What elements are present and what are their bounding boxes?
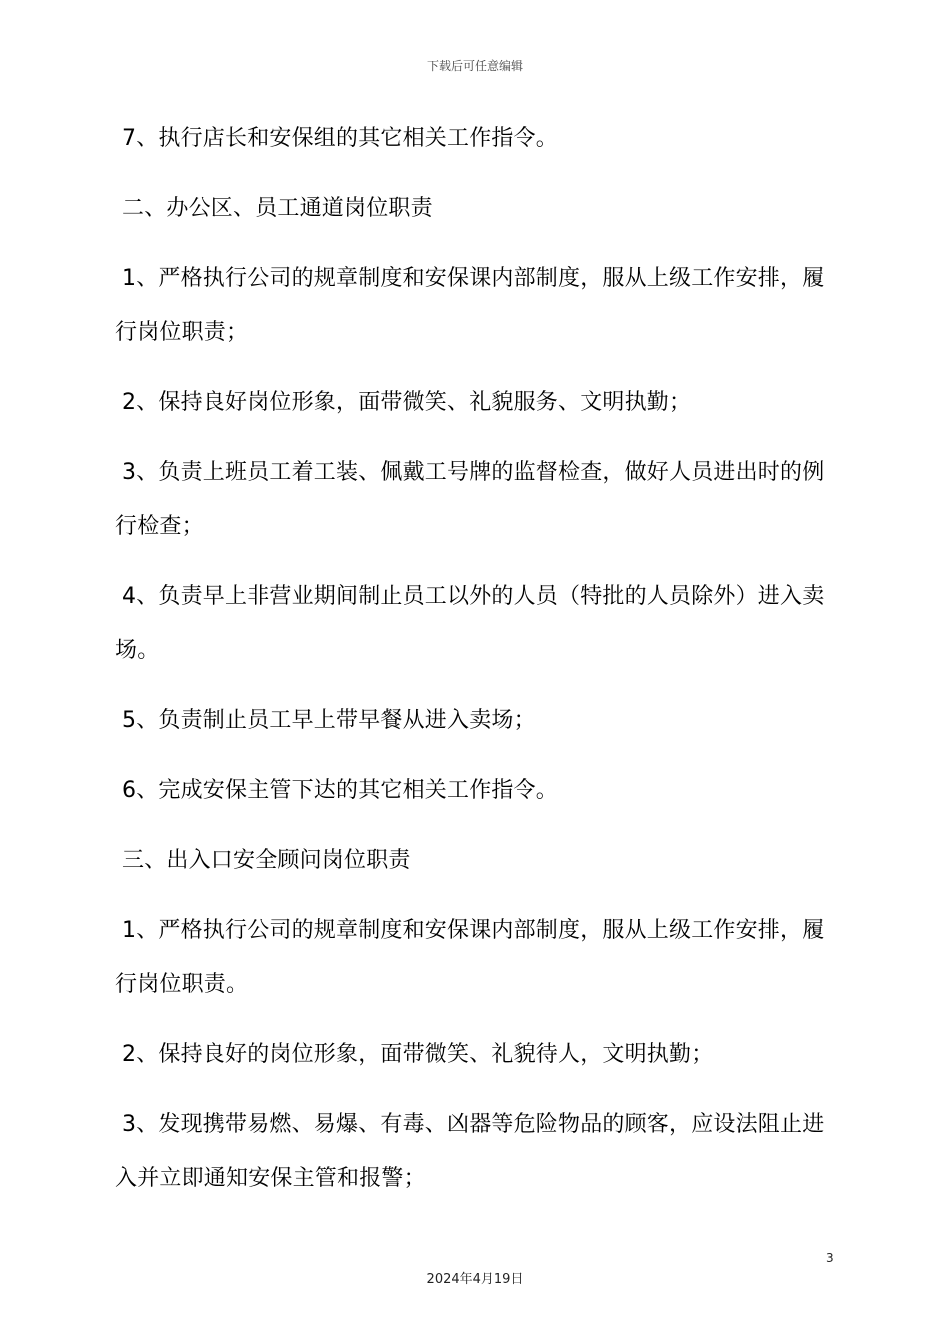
paragraph-office-5: 5、负责制止员工早上带早餐从进入卖场； [122, 708, 536, 733]
paragraph-office-6: 6、完成安保主管下达的其它相关工作指令。 [122, 778, 558, 803]
section-heading-office-area: 二、办公区、员工通道岗位职责 [122, 196, 433, 221]
paragraph-entrance-3: 3、发现携带易燃、易爆、有毒、凶器等危险物品的顾客，应设法阻止进入并立即通知安保主管和报警； [115, 1112, 825, 1191]
page-footer-date: 2024年4月19日 [426, 1272, 524, 1287]
section-heading-entrance: 三、出入口安全顾问岗位职责 [122, 848, 411, 873]
page-number: 3 [826, 1251, 834, 1265]
paragraph-entrance-1: 1、严格执行公司的规章制度和安保课内部制度，服从上级工作安排，履行岗位职责。 [115, 918, 825, 997]
paragraph-item-7: 7、执行店长和安保组的其它相关工作指令。 [122, 126, 558, 151]
paragraph-office-4: 4、负责早上非营业期间制止员工以外的人员（特批的人员除外）进入卖场。 [115, 584, 825, 663]
page-header: 下载后可任意编辑 [426, 59, 523, 73]
document-body [115, 112, 840, 1222]
paragraph-office-2: 2、保持良好岗位形象，面带微笑、礼貌服务、文明执勤； [122, 390, 692, 415]
paragraph-office-3: 3、负责上班员工着工装、佩戴工号牌的监督检查，做好人员进出时的例行检查； [115, 460, 825, 539]
paragraph-entrance-2: 2、保持良好的岗位形象，面带微笑、礼貌待人，文明执勤； [122, 1042, 714, 1067]
paragraph-office-1: 1、严格执行公司的规章制度和安保课内部制度，服从上级工作安排，履行岗位职责； [115, 266, 825, 345]
